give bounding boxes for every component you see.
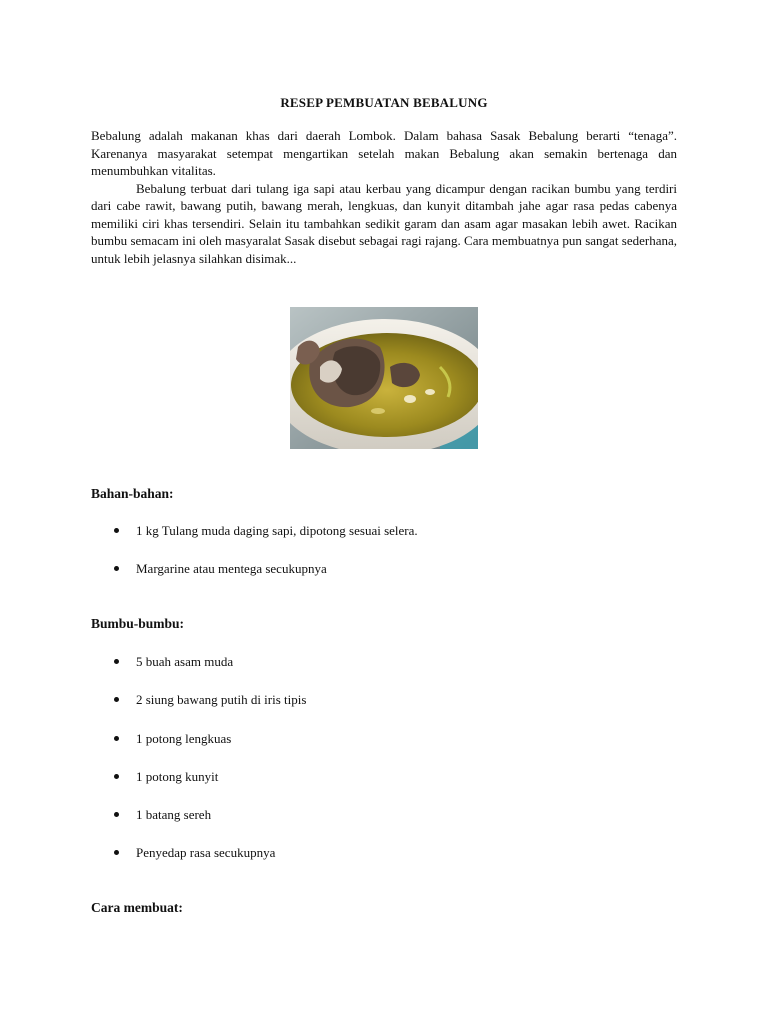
list-item-text: 1 batang sereh [136, 807, 212, 823]
list-item [110, 730, 306, 768]
list-item-text: 2 siung bawang putih di iris tipis [136, 692, 307, 708]
list-item-text: 1 potong lengkuas [136, 730, 232, 746]
bullet-icon [114, 528, 119, 533]
intro-section [91, 127, 677, 267]
list-item [110, 768, 306, 806]
bullet-icon [114, 812, 119, 817]
intro-paragraph-1: Bebalung adalah makanan khas dari daerah Lombok. Dalam bahasa Sasak Bebalung berarti “tenaga”. Karenanya masyarakat setempat mengartikan setelah makan Bebalung akan semakin bertenaga dan menumbuhkan vitalitas. [91, 128, 677, 178]
bumbu-heading: Bumbu-bumbu: [91, 616, 185, 631]
list-item [110, 522, 418, 560]
list-item [110, 691, 306, 729]
list-item-text: Margarine atau mentega secukupnya [136, 561, 327, 577]
list-item-text: Penyedap rasa secukupnya [136, 845, 276, 861]
list-item [110, 844, 306, 882]
bumbu-list [110, 653, 306, 883]
list-item-text: 1 kg Tulang muda daging sapi, dipotong sesuai selera. [136, 523, 418, 538]
bebalung-photo [290, 307, 478, 449]
list-item [110, 560, 418, 598]
bullet-icon [114, 697, 119, 702]
list-item-text: 1 potong kunyit [136, 768, 219, 784]
list-item [110, 653, 306, 691]
list-item [110, 806, 306, 844]
bullet-icon [114, 566, 119, 571]
intro-paragraph-2: Bebalung terbuat dari tulang iga sapi atau kerbau yang dicampur dengan racikan bumbu yang terdiri dari cabe rawit, bawang putih, bawang merah, lengkuas, dan kunyit ditambah jahe agar rasa pedas cabenya memiliki ciri khas tersendiri. Selain itu tambahkan sedikit garam dan asam agar masakan lebih awet. Racikan bumbu semacam ini oleh masyaralat Sasak disebut sebagai ragi rajang. Cara membuatnya pun sangat sederhana, untuk lebih jelasnya silahkan disimak... [91, 180, 677, 266]
page-title: RESEP PEMBUATAN BEBALUNG [280, 95, 488, 110]
bullet-icon [114, 659, 119, 664]
cara-heading: Cara membuat: [91, 900, 183, 915]
bahan-list [110, 522, 418, 599]
bullet-icon [114, 850, 119, 855]
list-item-text: 5 buah asam muda [136, 654, 234, 669]
bullet-icon [114, 774, 119, 779]
bahan-heading: Bahan-bahan: [91, 486, 174, 501]
bullet-icon [114, 736, 119, 741]
